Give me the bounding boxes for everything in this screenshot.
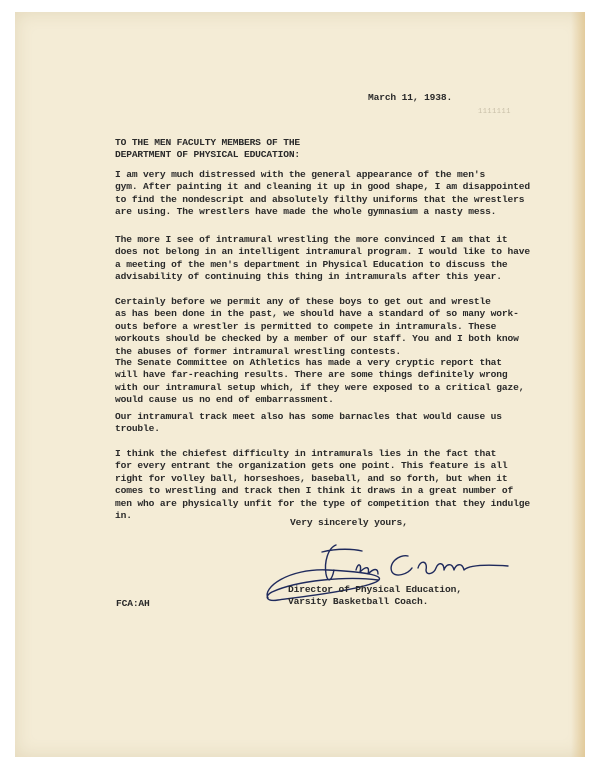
faint-stamp: 1111111: [478, 108, 511, 116]
paragraph-line: with our intramural setup which, if they were exposed to a critical gaze,: [115, 381, 525, 393]
paragraph-line: men who are physically unfit for the type of competition that they indulge: [115, 497, 530, 509]
paragraph-line: advisability of continuing this thing in intramurals after this year.: [115, 271, 502, 283]
paragraph-5: [115, 411, 515, 436]
paragraph-line: I am very much distressed with the general appearance of the men's: [115, 169, 486, 180]
paragraph-line: to find the nondescript and absolutely filthy uniforms that the wrestlers: [115, 193, 525, 205]
paragraph-line: workouts should be checked by a member of our staff. You and I both know: [115, 333, 519, 345]
paragraph-line: gym. After painting it and cleaning it up in good shape, I am disappointed: [115, 181, 530, 193]
letter-date: March 11, 1938.: [368, 92, 453, 103]
paragraph-line: in.: [115, 510, 132, 522]
paragraph-line: the abuses of former intramural wrestling contests.: [115, 345, 401, 357]
addressee-line-1: TO THE MEN FACULTY MEMBERS OF THE: [115, 137, 301, 148]
paragraph-line: Our intramural track meet also has some barnacles that would cause us: [115, 411, 502, 422]
typist-initials: FCA:AH: [116, 598, 150, 609]
paper-edge-stain: [571, 12, 585, 757]
paragraph-line: outs before a wrestler is permitted to compete in intramurals. These: [115, 320, 497, 332]
paragraph-line: I think the chiefest difficulty in intramurals lies in the fact that: [115, 448, 497, 459]
addressee-line-2: DEPARTMENT OF PHYSICAL EDUCATION:: [115, 149, 301, 160]
paragraph-line: trouble.: [115, 423, 160, 435]
paragraph-line: for every entrant the organization gets one point. This feature is all: [115, 460, 508, 472]
paragraph-line: The more I see of intramural wrestling the more convinced I am that it: [115, 234, 508, 245]
paragraph-line: would cause us no end of embarrassment.: [115, 394, 334, 406]
paragraph-6: [115, 448, 530, 522]
paragraph-2: [115, 234, 530, 284]
paragraph-line: right for volley ball, horseshoes, baseball, and so forth, but when it: [115, 472, 508, 484]
paragraph-line: as has been done in the past, we should have a standard of so many work-: [115, 308, 519, 320]
paragraph-4: [115, 357, 525, 407]
paragraph-line: are using. The wrestlers have made the whole gymnasium a nasty mess.: [115, 206, 497, 218]
paragraph-line: The Senate Committee on Athletics has made a very cryptic report that: [115, 357, 502, 368]
paragraph-line: will have far-reaching results. There are some things definitely wrong: [115, 369, 508, 381]
paragraph-line: Certainly before we permit any of these boys to get out and wrestle: [115, 296, 491, 307]
paragraph-3: [115, 296, 519, 358]
paragraph-1: [115, 169, 530, 219]
title-line-2: Varsity Basketball Coach.: [288, 596, 429, 607]
title-line-1: Director of Physical Education,: [288, 584, 462, 595]
closing: Very sincerely yours,: [290, 517, 408, 528]
paragraph-line: a meeting of the men's department in Physical Education to discuss the: [115, 258, 508, 270]
paragraph-line: does not belong in an intelligent intramural program. I would like to have: [115, 246, 530, 258]
paragraph-line: comes to wrestling and track then I think it draws in a great number of: [115, 485, 514, 497]
signature-name: [0, 0, 1, 1]
